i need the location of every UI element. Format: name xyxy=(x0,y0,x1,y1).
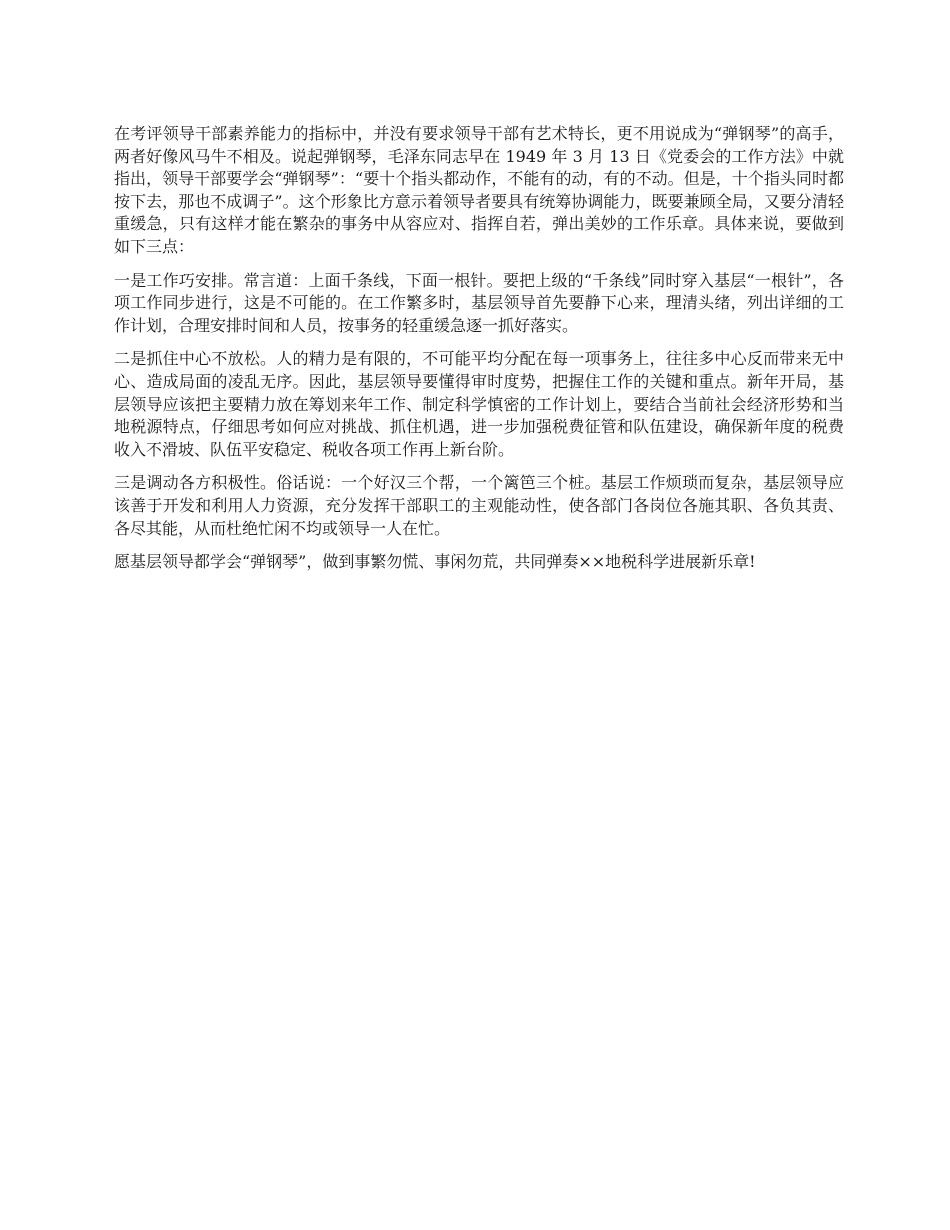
paragraph-point-one: 一是工作巧安排。常言道：上面千条线，下面一根针。要把上级的“千条线”同时穿入基层“一根针”，各项工作同步进行，这是不可能的。在工作繁多时，基层领导首先要静下心来，理清头绪，列出详细的工作计划，合理安排时间和人员，按事务的轻重缓急逐一抓好落实。 xyxy=(114,270,844,335)
paragraph-point-three: 三是调动各方积极性。俗话说：一个好汉三个帮，一个篱笆三个桩。基层工作烦琐而复杂，基层领导应该善于开发和利用人力资源，充分发挥干部职工的主观能动性，使各部门各岗位各施其职、各负其责、各尽其能，从而杜绝忙闲不均或领导一人在忙。 xyxy=(114,473,844,538)
paragraph-conclusion: 愿基层领导都学会“弹钢琴”，做到事繁勿慌、事闲勿荒，共同弹奏××地税科学进展新乐章! xyxy=(114,552,756,572)
paragraph-intro: 在考评领导干部素养能力的指标中，并没有要求领导干部有艺术特长，更不用说成为“弹钢琴”的高手，两者好像风马牛不相及。说起弹钢琴，毛泽东同志早在 1949 年 3 月 13 日《党委会的工作方法》中就指出，领导干部要学会“弹钢琴”：“要十个指头都动作，不能有的动，有的不动。但是，十个指头同时都按下去，那也不成调子”。这个形象比方意示着领导者要具有统筹协调能力，既要兼顾全局，又要分清轻重缓急，只有这样才能在繁杂的事务中从容应对、指挥自若，弹出美妙的工作乐章。具体来说，要做到如下三点： xyxy=(114,124,844,256)
document-body xyxy=(114,123,844,585)
paragraph-point-two: 二是抓住中心不放松。人的精力是有限的，不可能平均分配在每一项事务上，往往多中心反而带来无中心、造成局面的凌乱无序。因此，基层领导要懂得审时度势，把握住工作的关键和重点。新年开局，基层领导应该把主要精力放在筹划来年工作、制定科学慎密的工作计划上，要结合当前社会经济形势和当地税源特点，仔细思考如何应对挑战、抓住机遇，进一步加强税费征管和队伍建设，确保新年度的税费收入不滑坡、队伍平安稳定、税收各项工作再上新台阶。 xyxy=(114,349,844,459)
